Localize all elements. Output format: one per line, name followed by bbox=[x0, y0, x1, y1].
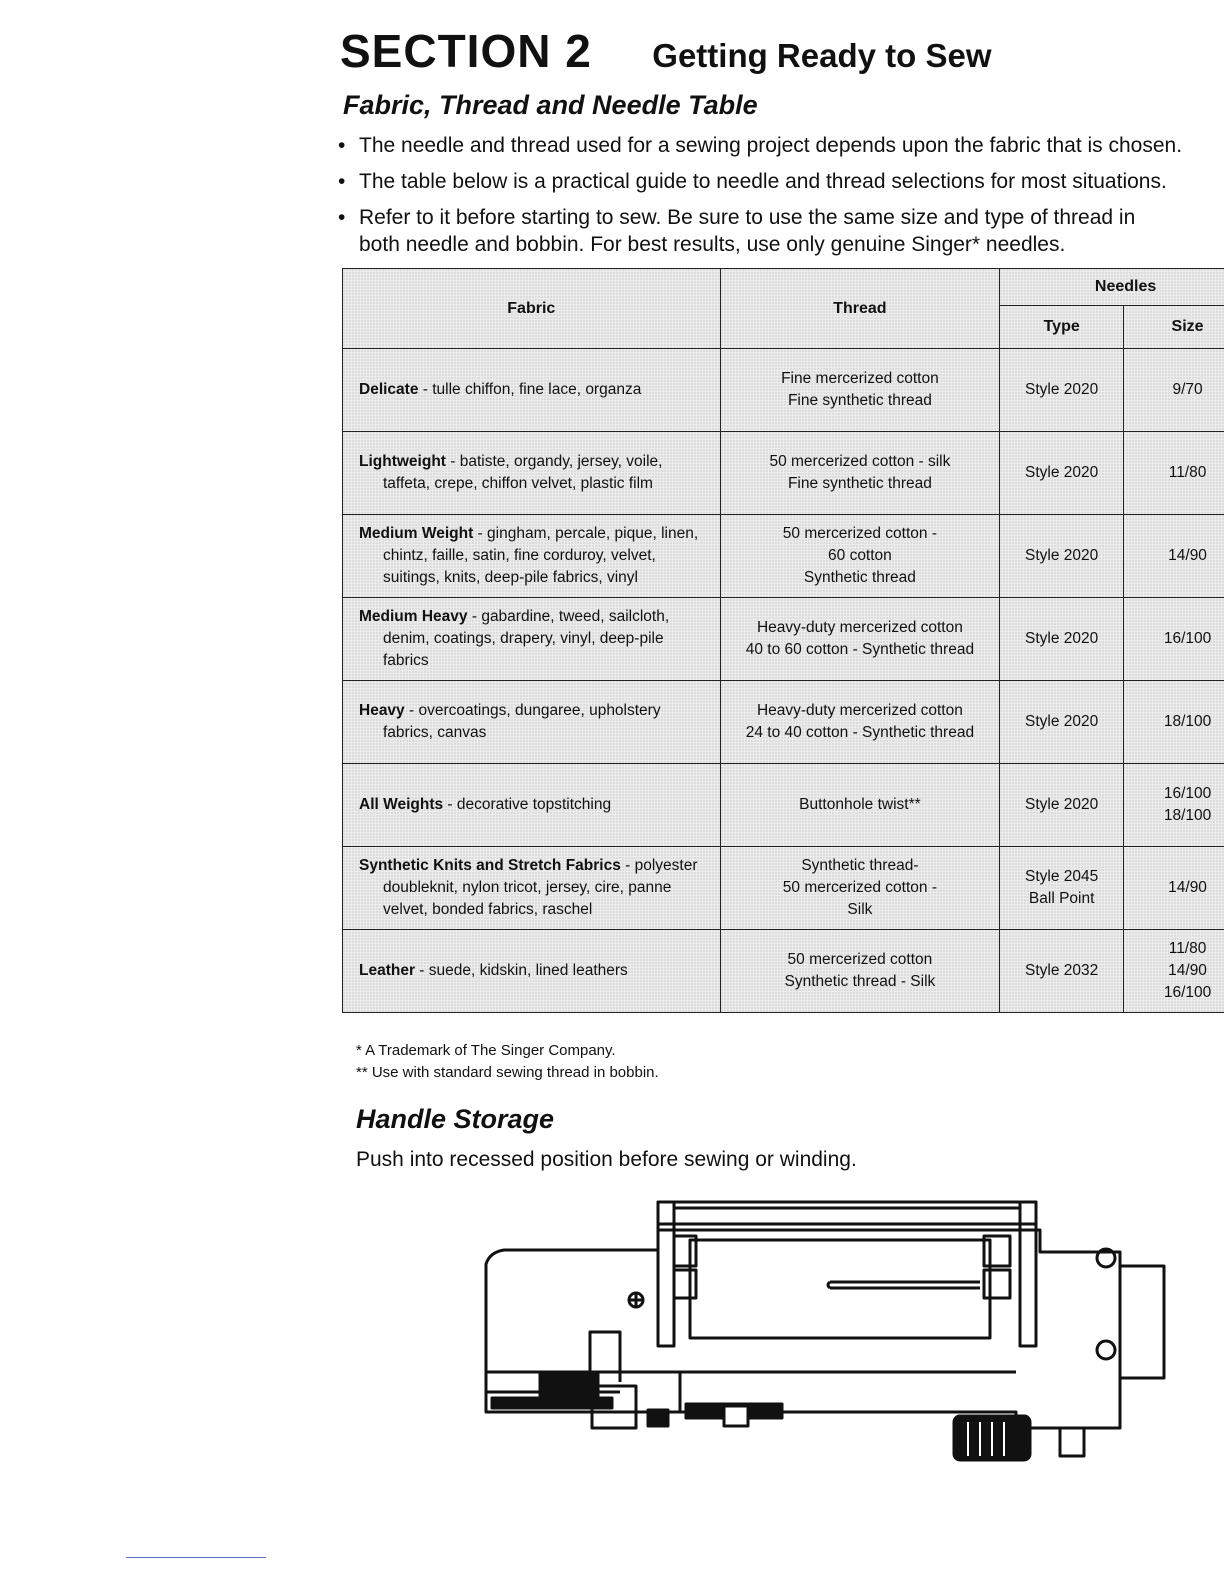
thread-cell: 50 mercerized cotton Synthetic thread - Silk bbox=[720, 930, 1000, 1013]
recess-clip-left-lower bbox=[674, 1270, 696, 1298]
side-plate bbox=[1120, 1266, 1164, 1378]
needle-size-cell: 18/100 bbox=[1124, 681, 1224, 764]
table-row bbox=[343, 598, 1224, 681]
bullet-list bbox=[338, 132, 1224, 267]
thread-cell: 50 mercerized cotton - silk Fine synthetic thread bbox=[720, 432, 1000, 515]
thread-cell: Buttonhole twist** bbox=[720, 764, 1000, 847]
needle-size-cell: 9/70 bbox=[1124, 349, 1224, 432]
thread-cell: Synthetic thread- 50 mercerized cotton - Silk bbox=[720, 847, 1000, 930]
header-thread: Thread bbox=[720, 269, 1000, 349]
table-row bbox=[343, 847, 1224, 930]
bullet-text-continued: both needle and bobbin. For best results, use only genuine Singer* needles. bbox=[359, 233, 1066, 256]
needle-type-cell: Style 2045 Ball Point bbox=[1000, 847, 1124, 930]
needle-type-cell: Style 2020 bbox=[1000, 764, 1124, 847]
fabric-cell bbox=[343, 930, 721, 1013]
bullet-text: Refer to it before starting to sew. Be sure to use the same size and type of thread in bbox=[359, 206, 1136, 229]
handle-bar bbox=[828, 1282, 980, 1288]
fabric-examples: - batiste, organdy, jersey, voile, taffeta, crepe, chiffon velvet, plastic film bbox=[383, 453, 663, 492]
fabric-examples: - gabardine, tweed, sailcloth, denim, coatings, drapery, vinyl, deep-pile fabrics bbox=[383, 608, 670, 669]
section-number: SECTION 2 bbox=[340, 25, 592, 77]
fabric-examples: - overcoatings, dungaree, upholstery fabrics, canvas bbox=[383, 702, 661, 741]
fabric-examples: - decorative topstitching bbox=[443, 796, 612, 813]
fabric-name: Leather bbox=[359, 962, 415, 979]
fabric-name: Heavy bbox=[359, 702, 405, 719]
bullet-item bbox=[338, 132, 1224, 159]
sewing-machine-illustration bbox=[480, 1196, 1180, 1468]
bullet-item bbox=[338, 168, 1224, 195]
fabric-cell bbox=[343, 349, 721, 432]
header-type: Type bbox=[1000, 306, 1124, 349]
needle-type-cell: Style 2020 bbox=[1000, 432, 1124, 515]
thread-cell: Heavy-duty mercerized cotton 24 to 40 cotton - Synthetic thread bbox=[720, 681, 1000, 764]
header-size: Size bbox=[1124, 306, 1224, 349]
fabric-name: Medium Weight bbox=[359, 525, 474, 542]
section-heading bbox=[340, 24, 992, 78]
fabric-name: Synthetic Knits and Stretch Fabrics bbox=[359, 857, 621, 874]
thread-cell: 50 mercerized cotton - 60 cotton Synthetic thread bbox=[720, 515, 1000, 598]
needle-size-cell: 14/90 bbox=[1124, 515, 1224, 598]
fabric-examples: - tulle chiffon, fine lace, organza bbox=[418, 381, 642, 398]
thread-cell: Heavy-duty mercerized cotton 40 to 60 cotton - Synthetic thread bbox=[720, 598, 1000, 681]
recess-clip-right-lower bbox=[984, 1270, 1010, 1298]
needle-type-cell: Style 2020 bbox=[1000, 349, 1124, 432]
fabric-examples: - gingham, percale, pique, linen, chintz, faille, satin, fine corduroy, velvet, suitings, knits, deep-pile fabrics, vinyl bbox=[383, 525, 699, 586]
control-tab bbox=[724, 1406, 748, 1426]
table-row bbox=[343, 432, 1224, 515]
fabric-thread-needle-table bbox=[342, 268, 1224, 1013]
fabric-name: All Weights bbox=[359, 796, 444, 813]
needle-size-cell: 11/80 bbox=[1124, 432, 1224, 515]
needle-size-cell: 14/90 bbox=[1124, 847, 1224, 930]
footnote-thread: ** Use with standard sewing thread in bobbin. bbox=[356, 1064, 659, 1081]
table-subheading: Fabric, Thread and Needle Table bbox=[343, 90, 758, 120]
fabric-name: Delicate bbox=[359, 381, 419, 398]
needle-type-cell: Style 2020 bbox=[1000, 681, 1124, 764]
handle-storage-subheading: Handle Storage bbox=[356, 1104, 555, 1134]
fabric-cell bbox=[343, 515, 721, 598]
needle-type-cell: Style 2020 bbox=[1000, 515, 1124, 598]
fabric-examples: - polyester doubleknit, nylon tricot, jersey, cire, panne velvet, bonded fabrics, raschel bbox=[383, 857, 698, 918]
thread-cell: Fine mercerized cotton Fine synthetic thread bbox=[720, 349, 1000, 432]
table-row bbox=[343, 515, 1224, 598]
fabric-cell bbox=[343, 432, 721, 515]
fabric-name: Lightweight bbox=[359, 453, 446, 470]
bullet-text: The table below is a practical guide to needle and thread selections for most situations. bbox=[359, 170, 1167, 193]
needle-plate bbox=[540, 1372, 598, 1406]
fabric-examples: - suede, kidskin, lined leathers bbox=[415, 962, 628, 979]
bullet-text: The needle and thread used for a sewing project depends upon the fabric that is chosen. bbox=[359, 134, 1183, 157]
handle-storage-instruction: Push into recessed position before sewing or winding. bbox=[356, 1148, 857, 1171]
needle-size-cell: 11/80 14/90 16/100 bbox=[1124, 930, 1224, 1013]
table-row bbox=[343, 681, 1224, 764]
table-row bbox=[343, 764, 1224, 847]
needle-type-cell: Style 2020 bbox=[1000, 598, 1124, 681]
foot-peg bbox=[1060, 1428, 1084, 1456]
bullet-item bbox=[338, 204, 1224, 258]
needle-type-cell: Style 2032 bbox=[1000, 930, 1124, 1013]
control-button bbox=[648, 1410, 668, 1426]
table-row bbox=[343, 930, 1224, 1013]
header-fabric: Fabric bbox=[343, 269, 721, 349]
fabric-cell bbox=[343, 847, 721, 930]
needle-size-cell: 16/100 bbox=[1124, 598, 1224, 681]
page-rule bbox=[126, 1557, 266, 1558]
section-title: Getting Ready to Sew bbox=[652, 37, 992, 74]
top-rim bbox=[658, 1202, 1036, 1224]
header-needles: Needles bbox=[1000, 269, 1224, 306]
needle-size-cell: 16/100 18/100 bbox=[1124, 764, 1224, 847]
fabric-cell bbox=[343, 681, 721, 764]
fabric-cell bbox=[343, 598, 721, 681]
table-row bbox=[343, 349, 1224, 432]
fabric-name: Medium Heavy bbox=[359, 608, 468, 625]
fabric-cell bbox=[343, 764, 721, 847]
screw-bottom bbox=[1097, 1341, 1115, 1359]
footnote-trademark: * A Trademark of The Singer Company. bbox=[356, 1042, 616, 1059]
